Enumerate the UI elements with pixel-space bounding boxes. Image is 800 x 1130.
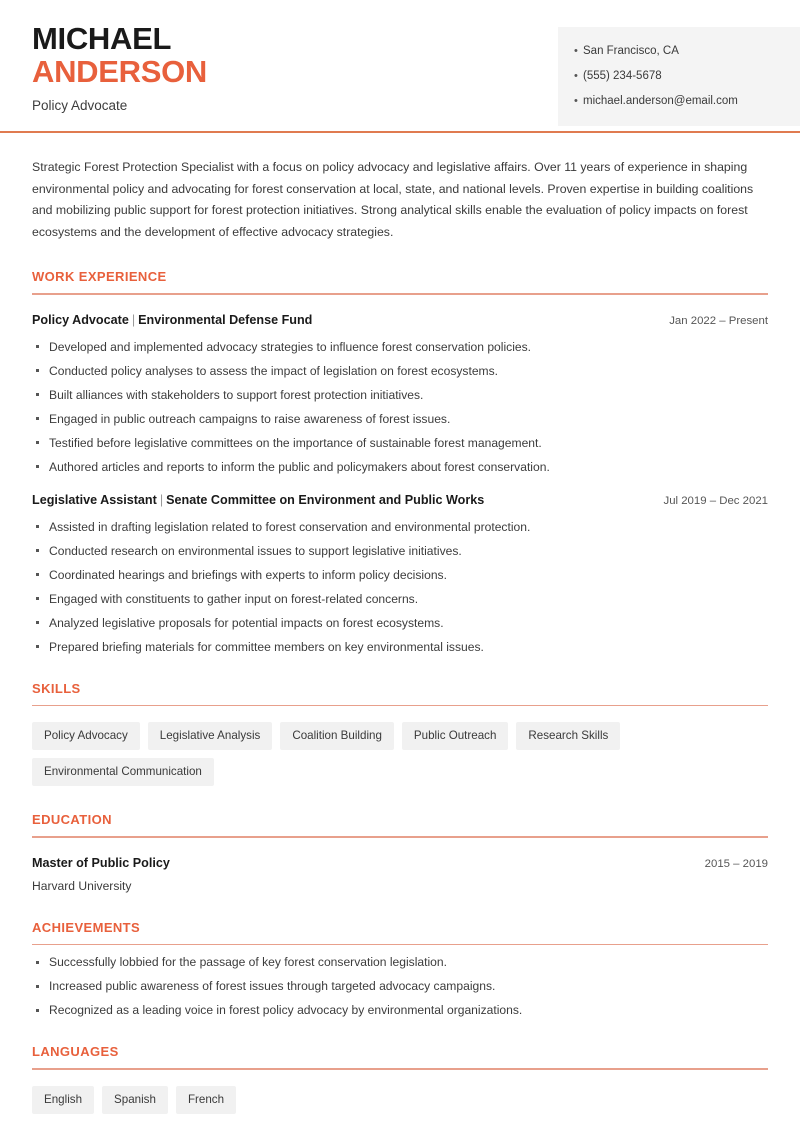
phone-icon: •: [574, 70, 578, 82]
last-name: ANDERSON: [32, 54, 208, 89]
email-icon: •: [574, 95, 578, 107]
skills-chip-list: [32, 722, 768, 786]
education-school: Harvard University: [32, 878, 132, 893]
section-divider: [32, 1068, 768, 1070]
experience-bullet: Conducted research on environmental issues to support legislative initiatives.: [32, 543, 768, 559]
contact-email-value: michael.anderson@email.com: [583, 95, 738, 107]
title-separator: |: [131, 312, 136, 327]
header-divider: [0, 131, 800, 133]
experience-bullet: Analyzed legislative proposals for potential impacts on forest ecosystems.: [32, 615, 768, 631]
section-languages: [32, 1044, 768, 1114]
language-chip: Spanish: [102, 1086, 168, 1114]
experience-bullet: Developed and implemented advocacy strategies to influence forest conservation policies.: [32, 339, 768, 355]
contact-item-location[interactable]: [574, 39, 786, 64]
achievements-list: [32, 954, 768, 1018]
experience-bullet: Built alliances with stakeholders to support forest protection initiatives.: [32, 387, 768, 403]
experience-date: Jan 2022 – Present: [669, 314, 768, 327]
contact-item-phone[interactable]: [574, 64, 786, 89]
resume-body: [0, 157, 800, 1114]
contact-box: [558, 27, 800, 126]
experience-bullets: [32, 339, 768, 475]
experience-bullets: [32, 519, 768, 655]
contact-location-value: San Francisco, CA: [583, 45, 679, 57]
experience-company: Environmental Defense Fund: [138, 312, 313, 327]
job-title: Policy Advocate: [32, 98, 128, 113]
achievement-item: Recognized as a leading voice in forest policy advocacy by environmental organizations.: [32, 1002, 768, 1018]
section-skills: [32, 681, 768, 787]
section-title-education: EDUCATION: [32, 812, 112, 828]
experience-bullet: Engaged in public outreach campaigns to raise awareness of forest issues.: [32, 411, 768, 427]
contact-phone-value: (555) 234-5678: [583, 70, 662, 82]
full-name: [32, 22, 512, 55]
section-achievements: [32, 920, 768, 1019]
experience-bullet: Assisted in drafting legislation related to forest conservation and environmental protection.: [32, 519, 768, 535]
experience-entry: [32, 312, 768, 475]
experience-entry-header: [32, 492, 768, 510]
experience-date: Jul 2019 – Dec 2021: [663, 494, 768, 507]
experience-bullet: Authored articles and reports to inform the public and policymakers about forest conservation.: [32, 459, 768, 475]
experience-company: Senate Committee on Environment and Public Works: [166, 492, 485, 507]
experience-bullet: Prepared briefing materials for committee members on key environmental issues.: [32, 639, 768, 655]
title-separator: |: [159, 492, 164, 507]
section-divider: [32, 836, 768, 838]
achievement-item: Successfully lobbied for the passage of key forest conservation legislation.: [32, 954, 768, 970]
section-title-achievements: ACHIEVEMENTS: [32, 919, 141, 935]
language-chip: English: [32, 1086, 94, 1114]
education-degree: Master of Public Policy: [32, 855, 170, 870]
experience-bullet: Engaged with constituents to gather input on forest-related concerns.: [32, 591, 768, 607]
skill-chip: Policy Advocacy: [32, 722, 140, 750]
skill-chip: Coalition Building: [280, 722, 394, 750]
section-divider: [32, 293, 768, 295]
skill-chip: Environmental Communication: [32, 758, 214, 786]
experience-bullet: Conducted policy analyses to assess the impact of legislation on forest ecosystems.: [32, 363, 768, 379]
resume-header: [0, 0, 800, 133]
experience-role: Policy Advocate: [32, 312, 129, 327]
professional-summary: Strategic Forest Protection Specialist with a focus on policy advocacy and legislative affairs. Over 11 years of experience in shaping environmental policy and advocating for forest conservation at local, state, and national levels. Proven expertise in building coalitions and mobilizing public support for forest protection initiatives. Strong analytical skills enable the evaluation of policy impacts on forest ecosystems and the development of effective advocacy strategies.: [32, 160, 754, 239]
experience-entry: [32, 492, 768, 655]
experience-title-line: [32, 492, 484, 509]
achievement-item: Increased public awareness of forest issues through targeted advocacy campaigns.: [32, 978, 768, 994]
section-divider: [32, 944, 768, 946]
section-education: [32, 812, 768, 894]
skill-chip: Public Outreach: [402, 722, 509, 750]
skill-chip: Research Skills: [516, 722, 620, 750]
experience-title-line: [32, 312, 312, 329]
education-entry-header: [32, 855, 768, 873]
first-name: MICHAEL: [32, 21, 172, 56]
language-chip: French: [176, 1086, 236, 1114]
education-date: 2015 – 2019: [704, 857, 768, 870]
languages-chip-list: [32, 1086, 768, 1114]
experience-entry-header: [32, 312, 768, 330]
section-divider: [32, 705, 768, 707]
section-title-skills: SKILLS: [32, 680, 81, 696]
experience-role: Legislative Assistant: [32, 492, 157, 507]
section-title-languages: LANGUAGES: [32, 1044, 119, 1060]
section-work-experience: [32, 269, 768, 655]
location-icon: •: [574, 45, 578, 57]
contact-item-email[interactable]: [574, 89, 786, 114]
skill-chip: Legislative Analysis: [148, 722, 273, 750]
identity-block: [32, 22, 512, 114]
section-title-work-experience: WORK EXPERIENCE: [32, 269, 167, 284]
experience-bullet: Coordinated hearings and briefings with experts to inform policy decisions.: [32, 567, 768, 583]
education-entry: [32, 855, 768, 894]
experience-bullet: Testified before legislative committees on the importance of sustainable forest management.: [32, 435, 768, 451]
